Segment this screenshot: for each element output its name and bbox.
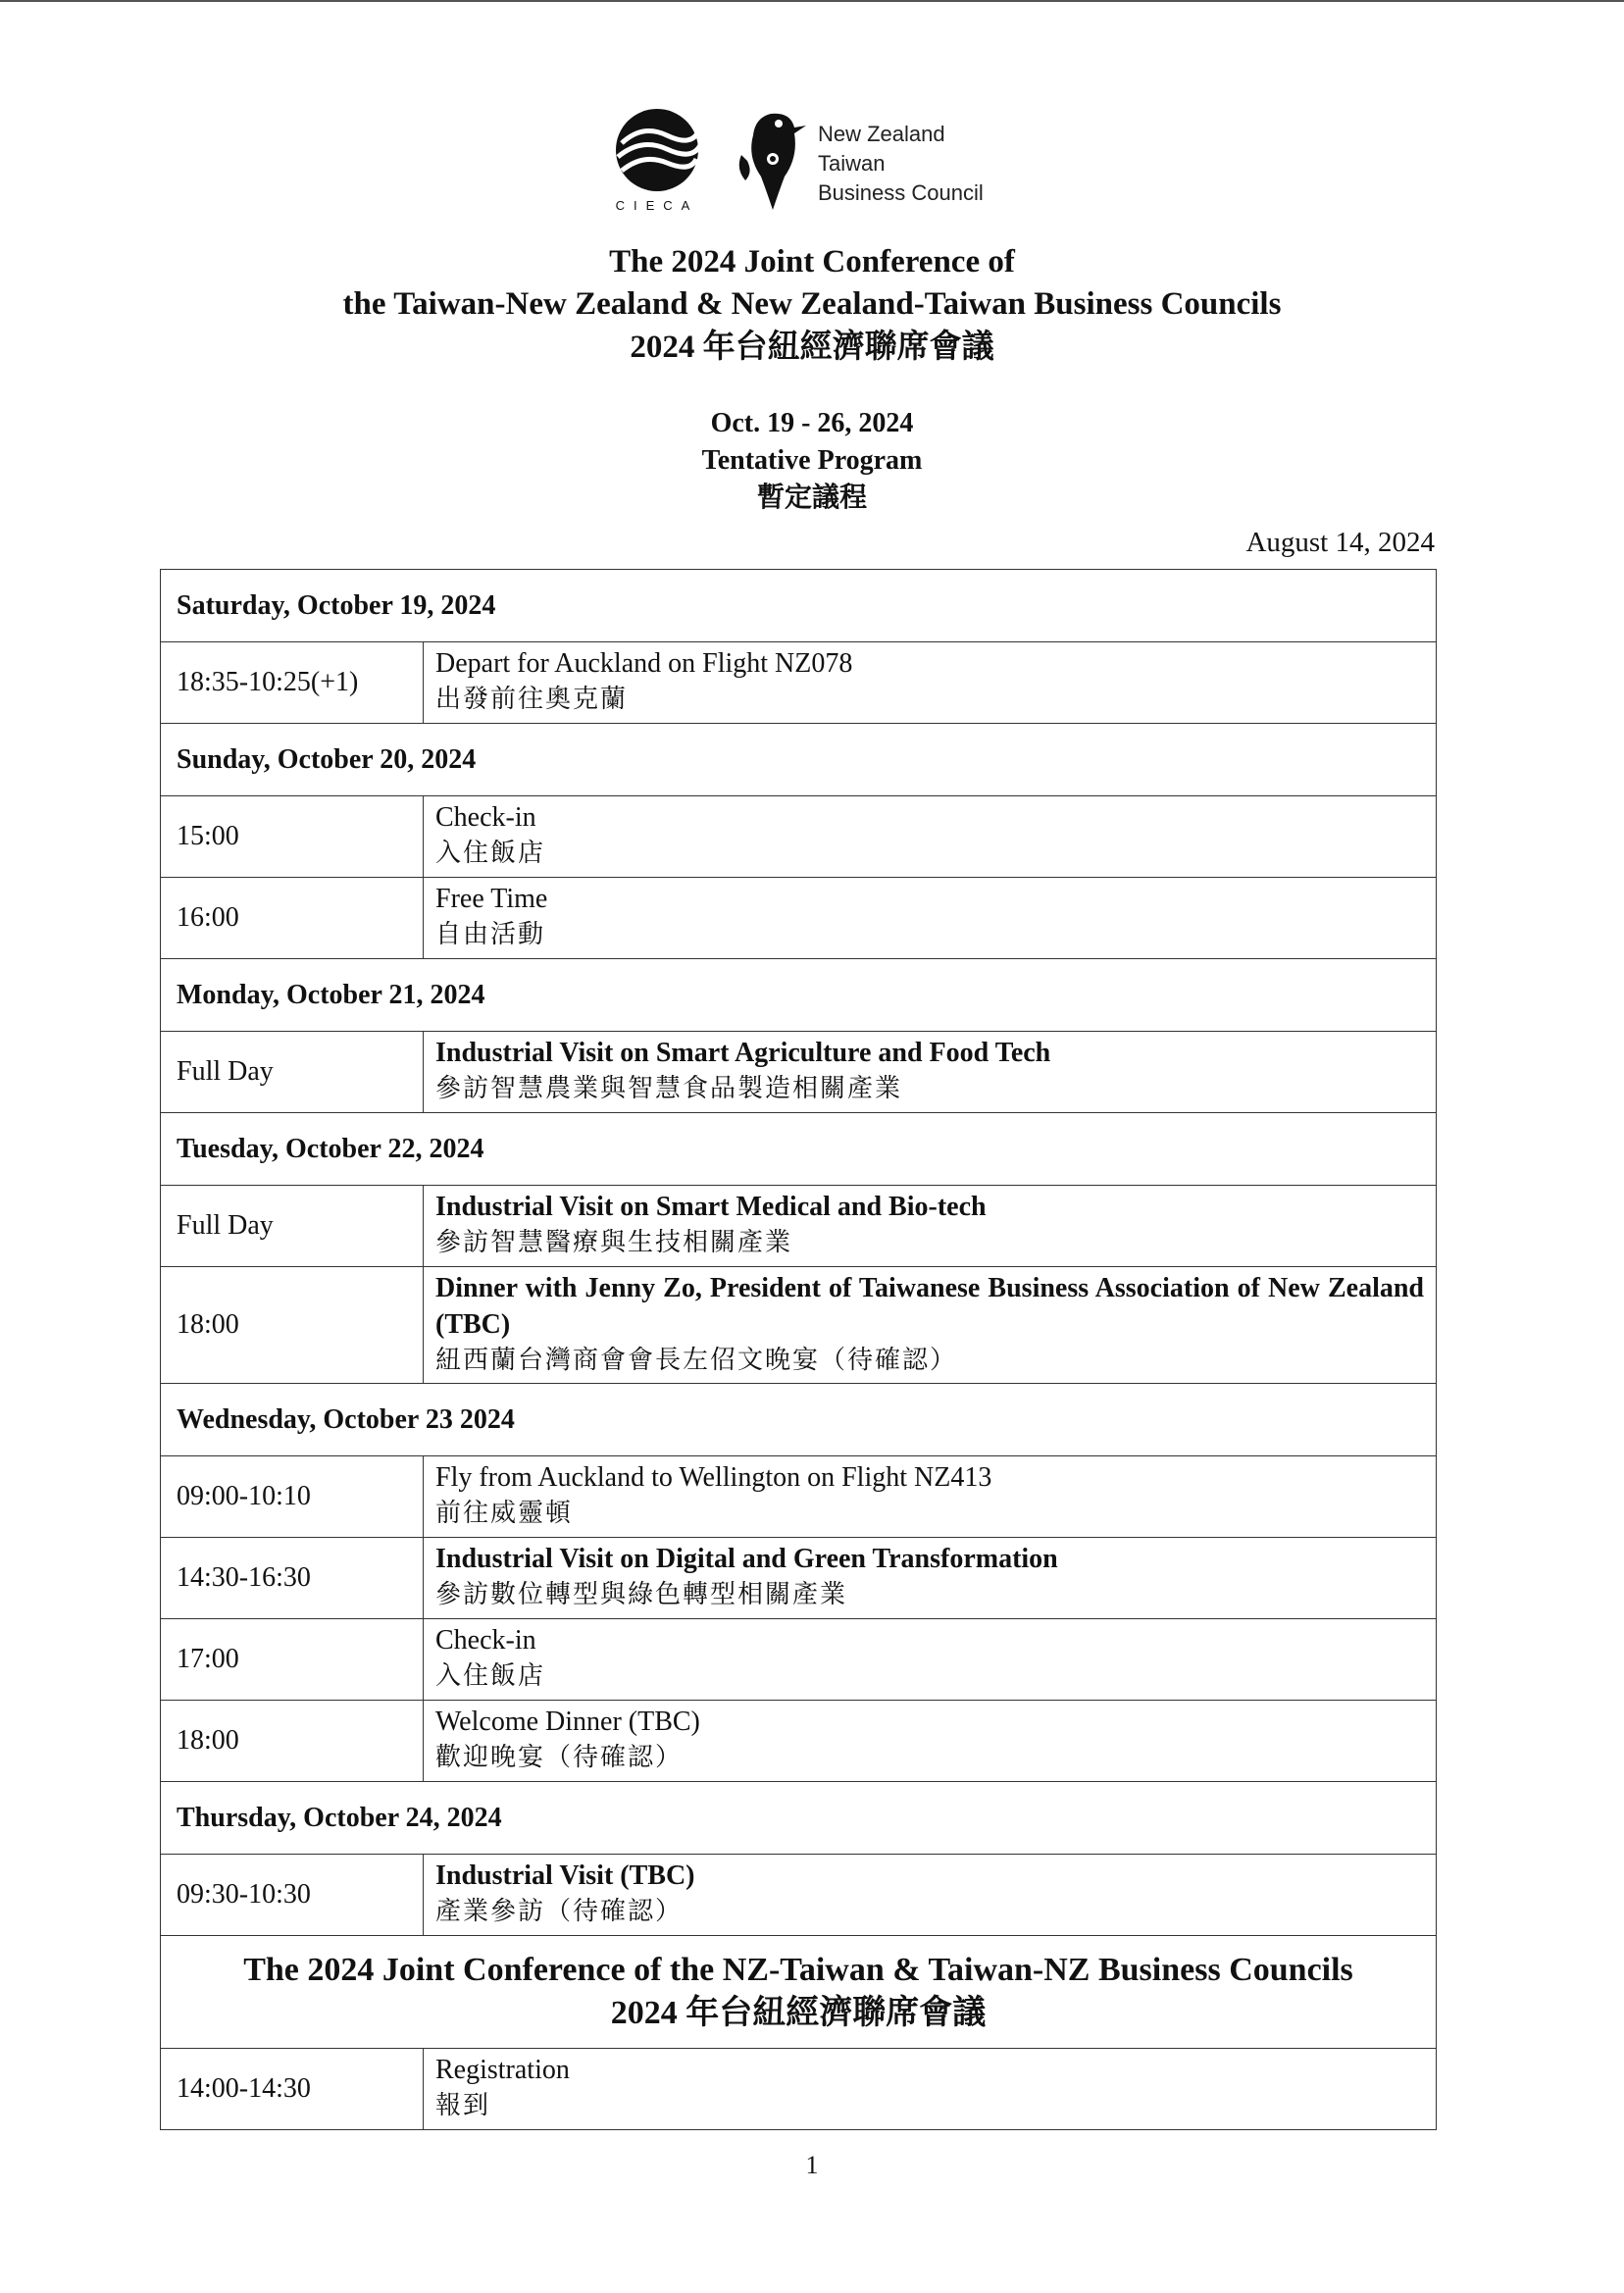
event-description: [424, 1701, 1437, 1782]
event-time: 14:30-16:30: [161, 1538, 424, 1619]
event-time: 09:00-10:10: [161, 1456, 424, 1538]
event-description: [424, 1538, 1437, 1619]
conference-heading: [161, 1936, 1437, 2049]
event-time: 16:00: [161, 878, 424, 959]
tui-bird-logo-icon: [734, 106, 812, 216]
event-description: [424, 2049, 1437, 2130]
event-row: [161, 878, 1437, 959]
event-description: [424, 878, 1437, 959]
day-heading: Monday, October 21, 2024: [161, 959, 1437, 1032]
day-row-monday: [161, 959, 1437, 1032]
event-title-chinese: 出發前往奧克蘭: [435, 685, 629, 714]
event-row: [161, 1186, 1437, 1267]
event-title: Fly from Auckland to Wellington on Flight NZ413: [435, 1462, 992, 1493]
event-time: 18:00: [161, 1267, 424, 1384]
conference-title-chinese: 2024 年台紐經濟聯席會議: [630, 330, 994, 365]
top-border-line: [0, 0, 1624, 2]
event-row: [161, 1619, 1437, 1701]
day-row-thursday: [161, 1782, 1437, 1855]
event-description: [424, 1855, 1437, 1936]
event-description: [424, 642, 1437, 724]
event-row: [161, 1032, 1437, 1113]
event-title: Industrial Visit on Smart Agriculture and Food Tech: [435, 1038, 1051, 1068]
conference-heading-english: The 2024 Joint Conference of the NZ-Taiwan & Taiwan-NZ Business Councils: [243, 1952, 1353, 1988]
event-time: 14:00-14:30: [161, 2049, 424, 2130]
event-row: [161, 1538, 1437, 1619]
day-heading: Tuesday, October 22, 2024: [161, 1113, 1437, 1186]
event-description: [424, 1032, 1437, 1113]
conference-heading-chinese: 2024 年台紐經濟聯席會議: [610, 1995, 987, 2031]
event-title: Industrial Visit (TBC): [435, 1860, 695, 1891]
event-title: Welcome Dinner (TBC): [435, 1707, 700, 1737]
issue-date: August 14, 2024: [1245, 527, 1435, 558]
conference-title-line-1: The 2024 Joint Conference of: [609, 244, 1015, 280]
event-description: [424, 1456, 1437, 1538]
event-title: Check-in: [435, 1625, 536, 1656]
program-label: Tentative Program: [701, 445, 923, 476]
conference-title-line-2: the Taiwan-New Zealand & New Zealand-Taiwan Business Councils: [342, 286, 1282, 322]
event-time: Full Day: [161, 1186, 424, 1267]
event-time: 18:00: [161, 1701, 424, 1782]
event-row: [161, 1267, 1437, 1384]
event-title: Dinner with Jenny Zo, President of Taiwanese Business Association of New Zealand (TBC): [435, 1272, 1424, 1340]
event-row: [161, 642, 1437, 724]
event-title: Registration: [435, 2055, 570, 2085]
event-description: [424, 1186, 1437, 1267]
event-title-chinese: 紐西蘭台灣商會會長左佋文晚宴（待確認）: [435, 1345, 958, 1375]
event-description: [424, 1619, 1437, 1701]
event-row: [161, 1456, 1437, 1538]
program-label-chinese: 暫定議程: [756, 483, 867, 513]
event-title-chinese: 歡迎晚宴（待確認）: [435, 1743, 684, 1772]
event-title-chinese: 入住飯店: [435, 839, 546, 868]
event-title: Free Time: [435, 884, 548, 914]
logo-area: [608, 106, 1020, 216]
page-number: 1: [805, 2151, 819, 2179]
event-row: [161, 796, 1437, 878]
cieca-logo-text: CIECA: [615, 198, 699, 213]
event-title: Depart for Auckland on Flight NZ078: [435, 648, 853, 679]
day-heading: Thursday, October 24, 2024: [161, 1782, 1437, 1855]
event-title-chinese: 入住飯店: [435, 1661, 546, 1691]
day-heading: Wednesday, October 23 2024: [161, 1384, 1437, 1456]
event-title-chinese: 參訪數位轉型與綠色轉型相關產業: [435, 1580, 848, 1609]
event-description: [424, 1267, 1437, 1384]
day-row-saturday: [161, 570, 1437, 642]
event-time: 18:35-10:25(+1): [161, 642, 424, 724]
event-time: 17:00: [161, 1619, 424, 1701]
event-time: 09:30-10:30: [161, 1855, 424, 1936]
council-logo-text: [818, 120, 984, 208]
event-row: [161, 2049, 1437, 2130]
event-title: Industrial Visit on Digital and Green Transformation: [435, 1544, 1058, 1574]
council-logo-line-1: New Zealand: [818, 122, 945, 146]
council-logo-line-3: Business Council: [818, 180, 984, 205]
schedule-table: [160, 569, 1437, 2130]
day-row-wednesday: [161, 1384, 1437, 1456]
event-description: [424, 796, 1437, 878]
conference-dates: Oct. 19 - 26, 2024: [710, 408, 914, 438]
event-title-chinese: 產業參訪（待確認）: [435, 1897, 684, 1926]
day-row-sunday: [161, 724, 1437, 796]
event-row: [161, 1701, 1437, 1782]
council-logo-line-2: Taiwan: [818, 151, 886, 176]
conference-heading-row: [161, 1936, 1437, 2049]
event-title-chinese: 參訪智慧農業與智慧食品製造相關產業: [435, 1074, 903, 1103]
event-title-chinese: 參訪智慧醫療與生技相關產業: [435, 1228, 793, 1257]
day-heading: Sunday, October 20, 2024: [161, 724, 1437, 796]
event-title-chinese: 自由活動: [435, 920, 546, 949]
day-row-tuesday: [161, 1113, 1437, 1186]
event-title: Industrial Visit on Smart Medical and Bio-tech: [435, 1192, 987, 1222]
event-title-chinese: 報到: [435, 2091, 491, 2120]
event-row: [161, 1855, 1437, 1936]
event-title-chinese: 前往威靈頓: [435, 1499, 574, 1528]
day-heading: Saturday, October 19, 2024: [161, 570, 1437, 642]
event-title: Check-in: [435, 802, 536, 833]
event-time: Full Day: [161, 1032, 424, 1113]
event-time: 15:00: [161, 796, 424, 878]
